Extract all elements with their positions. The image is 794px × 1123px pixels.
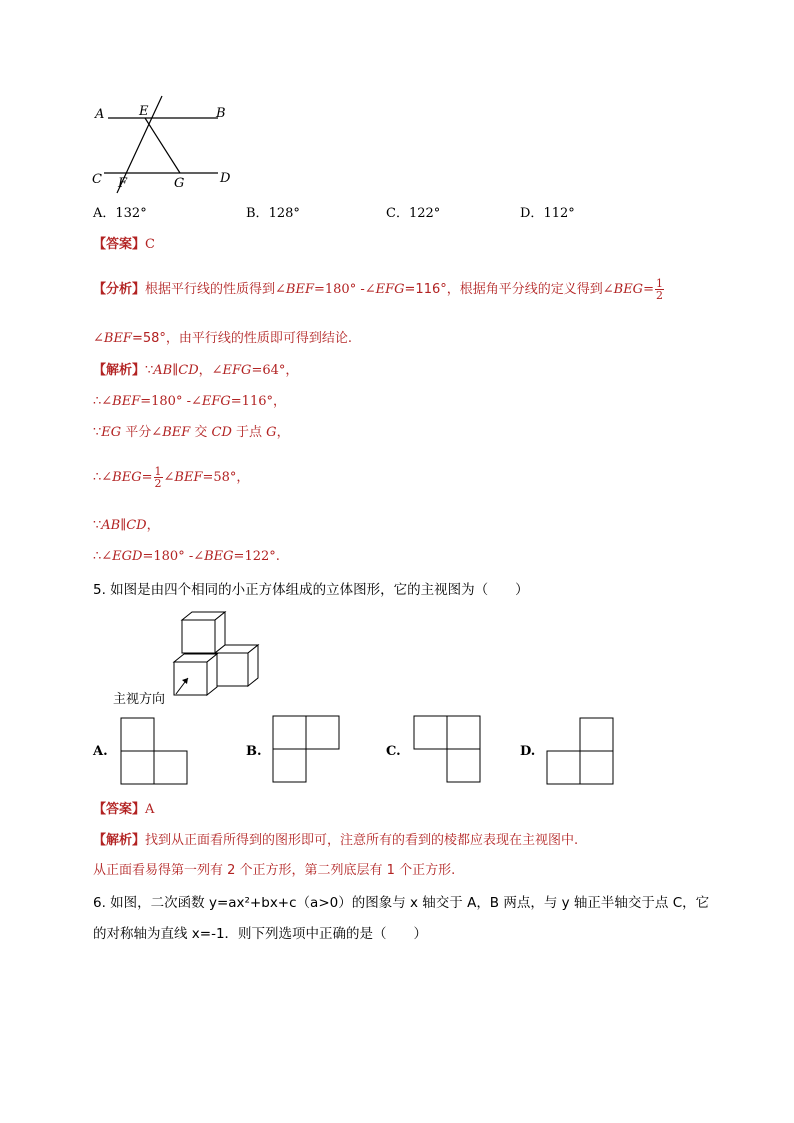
q5-solution: 【解析】找到从正面看所得到的图形即可，注意所有的看到的棱都应表现在主视图中. xyxy=(93,833,579,848)
q4-analysis-line1: 【分析】根据平行线的性质得到∠BEF=180° -∠EFG=116°，根据角平分线的定义得到∠BEG= $\frac{1}{2}$ xyxy=(93,277,663,302)
q4-solution-line4: ∴∠BEG= $\frac{1}{2}$ ∠BEF=58°， xyxy=(93,465,250,490)
q4-option-a[interactable]: A．132° xyxy=(93,206,147,221)
label-a: A xyxy=(95,107,105,122)
label-g: G xyxy=(174,176,185,191)
q5-option-c-figure[interactable] xyxy=(413,715,483,783)
q5-stem: 5. 如图是由四个相同的小正方体组成的立体图形，它的主视图为（ ） xyxy=(93,582,529,598)
q6-stem-line1: 6. 如图，二次函数 y=ax²+bx+c（a>0）的图象与 x 轴交于 A，B 两点，与 y 轴正半轴交于点 C，它 xyxy=(93,895,710,911)
q4-solution-line2: ∴∠BEF=180° -∠EFG=116°， xyxy=(93,394,286,409)
q5-option-d-figure[interactable] xyxy=(546,717,616,785)
view-direction-label: 主视方向 xyxy=(113,692,166,707)
q4-solution-line3: ∵EG 平分∠BEF 交 CD 于点 G， xyxy=(93,425,290,440)
q4-solution-line6: ∴∠EGD=180° -∠BEG=122°. xyxy=(93,549,280,564)
label-f: F xyxy=(118,176,128,191)
q5-option-b-figure[interactable] xyxy=(272,715,342,783)
label-b: B xyxy=(216,106,226,121)
q4-analysis-line2: ∠BEF=58°，由平行线的性质即可得到结论. xyxy=(93,331,353,346)
q5-option-a-figure[interactable] xyxy=(120,717,190,785)
q4-option-d[interactable]: D．112° xyxy=(520,206,575,221)
q4-answer: 【答案】C xyxy=(93,237,155,252)
label-d: D xyxy=(220,171,231,186)
q5-option-b-label[interactable]: B. xyxy=(246,744,262,759)
q5-solution-2: 从正面看易得第一列有 2 个正方形，第二列底层有 1 个正方形. xyxy=(93,863,456,878)
q5-option-d-label[interactable]: D. xyxy=(520,744,536,759)
q4-solution-line1: 【解析】∵AB∥CD，∠EFG=64°， xyxy=(93,363,299,378)
q4-solution-line5: ∵AB∥CD， xyxy=(93,518,160,533)
label-e: E xyxy=(139,104,149,119)
fraction-half-2: $\frac{1}{2}$ xyxy=(154,465,162,490)
q5-option-c-label[interactable]: C. xyxy=(386,744,401,759)
q4-option-b[interactable]: B．128° xyxy=(246,206,300,221)
label-c: C xyxy=(92,172,102,187)
q5-answer: 【答案】A xyxy=(93,802,155,817)
q6-stem-line2: 的对称轴为直线 x=-1．则下列选项中正确的是（ ） xyxy=(93,926,428,942)
q4-option-c[interactable]: C．122° xyxy=(386,206,441,221)
bisector-eg xyxy=(145,118,180,173)
q5-option-a-label[interactable]: A. xyxy=(93,744,108,759)
fraction-half: $\frac{1}{2}$ xyxy=(655,277,663,302)
